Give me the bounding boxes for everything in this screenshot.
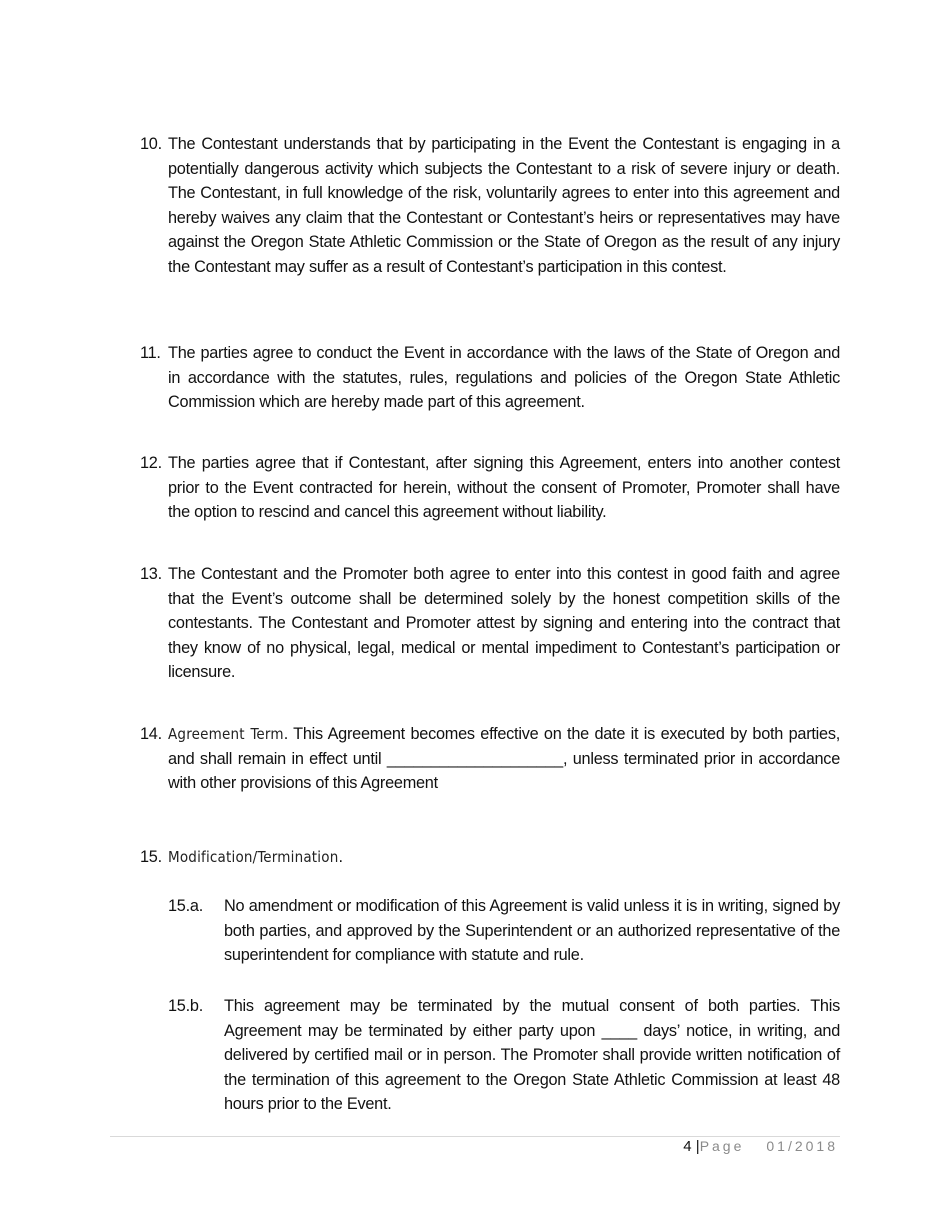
- subclause-number: 15.b.: [168, 997, 203, 1015]
- clause-term-heading: Agreement Term: [168, 725, 284, 743]
- clause-13: [140, 562, 840, 685]
- clause-text: The Contestant and the Promoter both agree to enter into this contest in good faith and agree that the Event’s outcome shall be determined solely by the honest competition skills of the contestants. The Contestant and Promoter attest by signing and entering into the contract that they know of no physical, legal, medical or mental impediment to Contestant’s participation or licensure.: [168, 565, 840, 681]
- clause-text: . This Agreement becomes effective on the date it is executed by both parties, and shall remain in effect until ____________________, unless terminated prior in accordance with other provisions of this Agreement: [168, 725, 840, 792]
- page-footer: [683, 1136, 838, 1157]
- clause-11: [140, 341, 840, 415]
- clause-text: .: [338, 848, 343, 866]
- footer-separator: |: [695, 1138, 700, 1155]
- clause-text: The parties agree to conduct the Event in accordance with the laws of the State of Oregon and in accordance with the statutes, rules, regulations and policies of the Oregon State Athletic Commission which are hereby made part of this agreement.: [168, 344, 840, 411]
- clause-12: [140, 451, 840, 525]
- clause-number: 13.: [140, 565, 162, 583]
- clause-text: The Contestant understands that by participating in the Event the Contestant is engaging in a potentially dangerous activity which subjects the Contestant to a risk of severe injury or death. The Contestant, in full knowledge of the risk, voluntarily agrees to enter into this agreement and hereby waives any claim that the Contestant or Contestant’s heirs or representatives may have against the Oregon State Athletic Commission or the State of Oregon as the result of any injury the Contestant may suffer as a result of Contestant’s participation in this contest.: [168, 135, 840, 276]
- page-label: Page: [699, 1138, 745, 1154]
- clause-number: 10.: [140, 135, 162, 153]
- subclause-number: 15.a.: [168, 897, 203, 915]
- clause-number: 15.: [140, 848, 162, 866]
- revision-date: 01/2018: [766, 1138, 838, 1154]
- clause-number: 11.: [140, 344, 161, 362]
- subclause-15a: [168, 894, 840, 968]
- clause-body: [168, 845, 840, 870]
- clause-term-heading: Modification/Termination: [168, 848, 339, 866]
- subclause-15b: [168, 994, 840, 1117]
- clause-15: [140, 845, 840, 870]
- subclause-text: No amendment or modification of this Agreement is valid unless it is in writing, signed by both parties, and approved by the Superintendent or an authorized representative of the superintendent for compliance with statute and rule.: [224, 897, 840, 964]
- clause-10: [140, 132, 840, 279]
- clause-text: The parties agree that if Contestant, after signing this Agreement, enters into another contest prior to the Event contracted for herein, without the consent of Promoter, Promoter shall have the option to rescind and cancel this agreement without liability.: [168, 454, 840, 521]
- page-number: 4: [683, 1138, 692, 1155]
- clause-14: [140, 722, 840, 796]
- clause-number: 12.: [140, 454, 162, 472]
- subclause-text: This agreement may be terminated by the mutual consent of both parties. This Agreement may be terminated by either party upon ____ days’ notice, in writing, and delivered by certified mail or in person. The Promoter shall provide written notification of the termination of this agreement to the Oregon State Athletic Commission at least 48 hours prior to the Event.: [224, 997, 840, 1113]
- clause-body: [168, 722, 840, 796]
- clause-number: 14.: [140, 725, 162, 743]
